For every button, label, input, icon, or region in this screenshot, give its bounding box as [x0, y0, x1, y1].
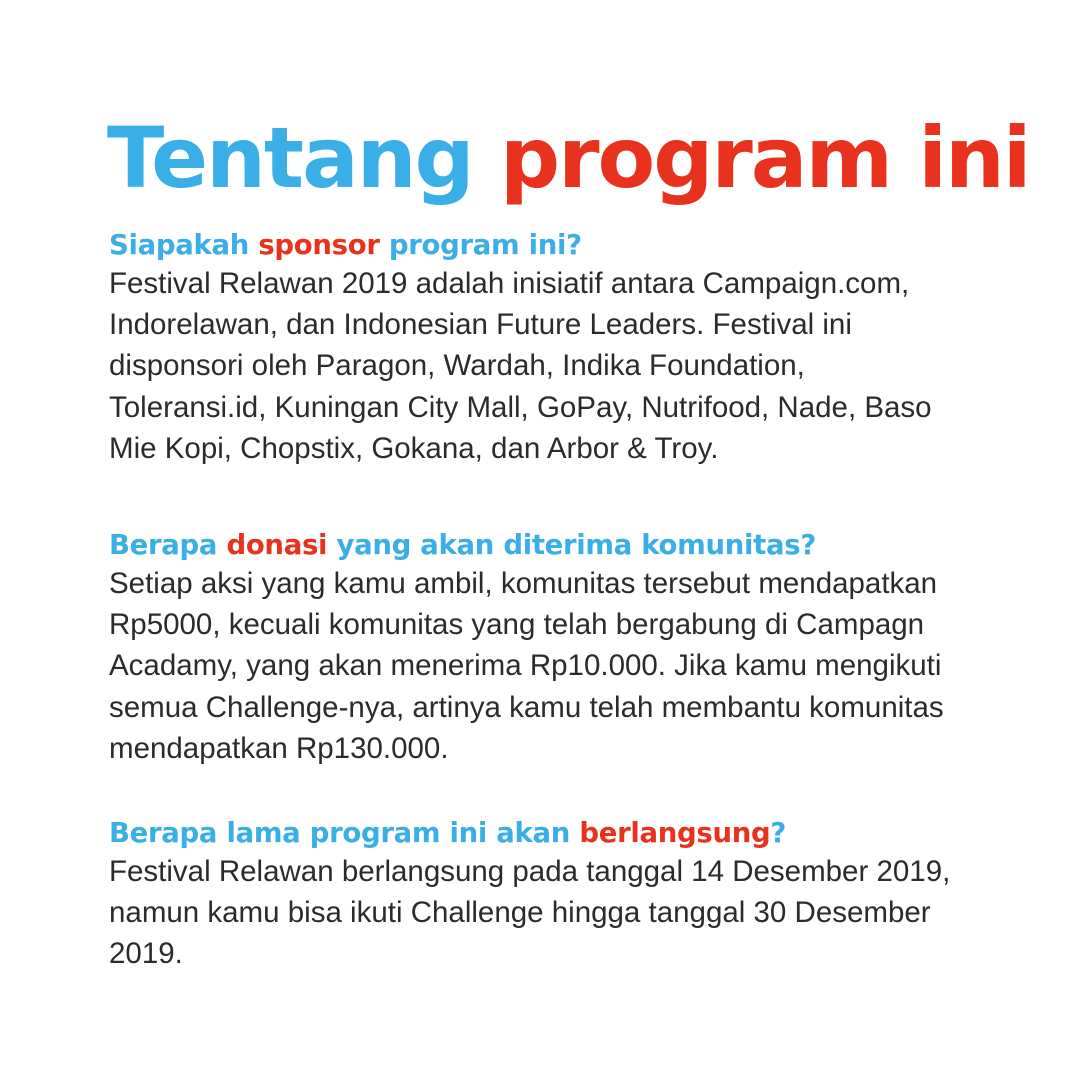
page-title-part2: program ini: [499, 109, 1030, 207]
answer-line: Festival Relawan berlangsung pada tanggal 14 Desember 2019,: [109, 855, 951, 888]
question-text: Berapa: [109, 529, 227, 561]
faq-question: [109, 815, 989, 851]
question-text: yang akan diterima komunitas?: [327, 529, 817, 561]
faq-section-donasi: [109, 527, 989, 769]
faq-section-durasi: [109, 815, 989, 975]
answer-line: Festival Relawan 2019 adalah inisiatif antara Campaign.com,: [109, 267, 910, 300]
faq-answer: [109, 563, 989, 769]
question-text: Siapakah: [109, 229, 259, 261]
question-highlight: berlangsung: [579, 817, 771, 849]
question-text: Berapa lama program ini akan: [109, 817, 580, 849]
answer-line: namun kamu bisa ikuti Challenge hingga tanggal 30 Desember: [109, 896, 931, 930]
answer-line: Setiap aksi yang kamu ambil, komunitas tersebut mendapatkan: [109, 567, 938, 600]
faq-question: [109, 227, 989, 263]
question-text: program ini?: [379, 229, 582, 261]
answer-line: Toleransi.id, Kuningan City Mall, GoPay, Nutrifood, Nade, Baso: [109, 390, 932, 424]
question-highlight: sponsor: [258, 229, 380, 261]
question-text: ?: [770, 817, 787, 849]
answer-line: Acadamy, yang akan menerima Rp10.000. Jika kamu mengikuti: [109, 649, 942, 683]
faq-question: [109, 527, 989, 563]
answer-line: mendapatkan Rp130.000.: [109, 731, 449, 765]
faq-section-sponsor: [109, 227, 989, 469]
answer-line: Indorelawan, dan Indonesian Future Leaders. Festival ini: [109, 308, 852, 342]
page-title: [107, 108, 1030, 208]
answer-line: Mie Kopi, Chopstix, Gokana, dan Arbor & Troy.: [109, 431, 719, 465]
answer-line: semua Challenge-nya, artinya kamu telah membantu komunitas: [109, 690, 944, 724]
page-title-part1: Tentang: [107, 109, 473, 207]
answer-line: 2019.: [109, 937, 183, 971]
answer-line: disponsori oleh Paragon, Wardah, Indika Foundation,: [109, 349, 805, 383]
question-highlight: donasi: [226, 529, 328, 561]
answer-line: Rp5000, kecuali komunitas yang telah bergabung di Campagn: [109, 608, 925, 642]
faq-answer: [109, 263, 989, 469]
faq-answer: [109, 851, 989, 975]
